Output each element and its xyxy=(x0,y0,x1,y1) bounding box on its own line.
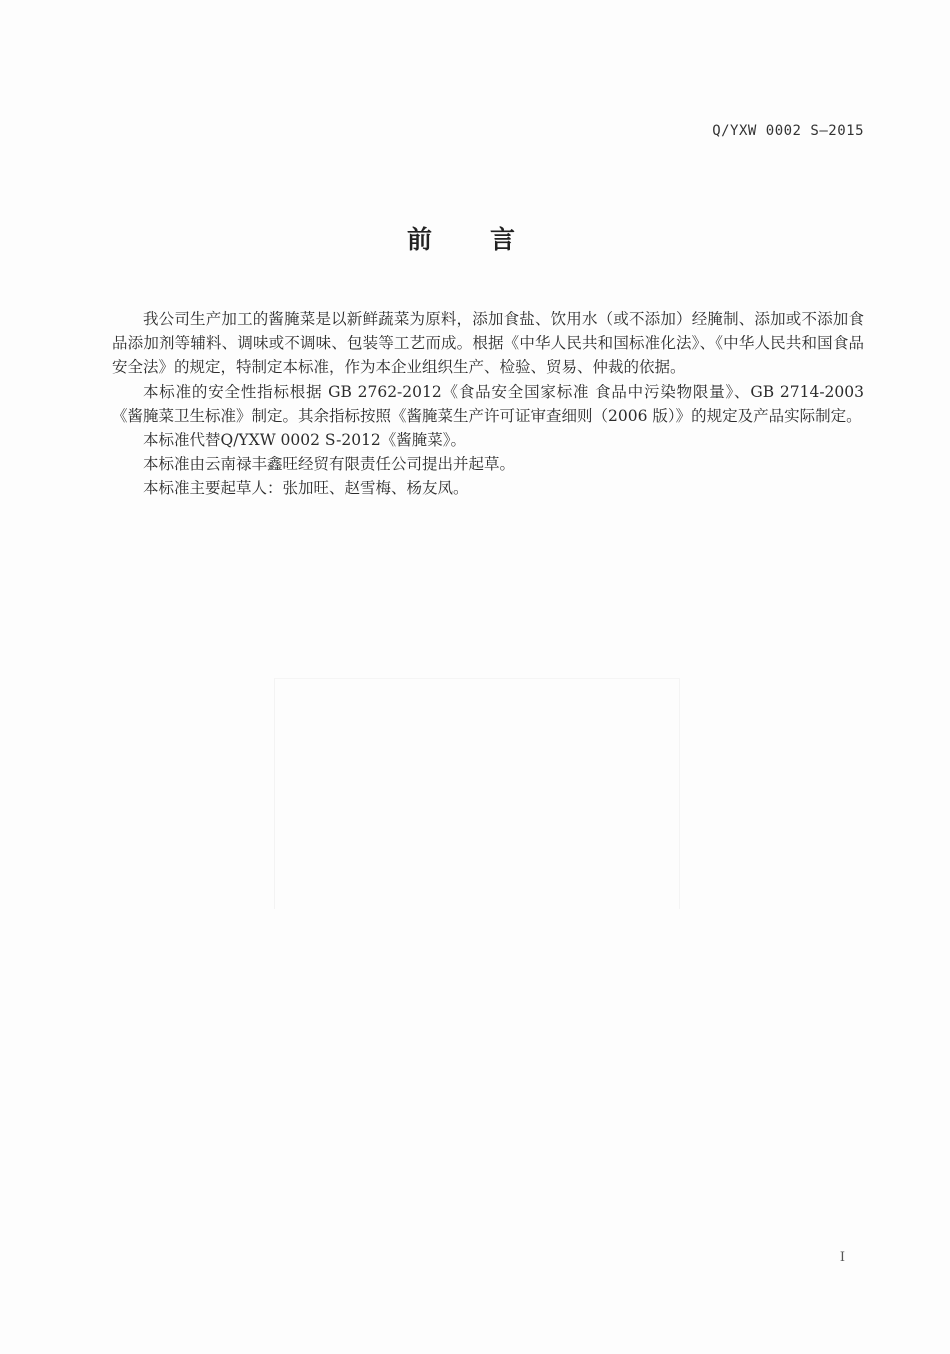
page-title: 前言 xyxy=(406,225,573,254)
foreword-body xyxy=(112,307,864,501)
show-through-artifact xyxy=(274,678,680,909)
paragraph-drafters: 本标准主要起草人：张加旺、赵雪梅、杨友凤。 xyxy=(143,479,469,498)
paragraph-proposer: 本标准由云南禄丰鑫旺经贸有限责任公司提出并起草。 xyxy=(143,455,516,474)
paragraph-intro: 我公司生产加工的酱腌菜是以新鲜蔬菜为原料，添加食盐、饮用水（或不添加）经腌制、添加或不添加食品添加剂等辅料、调味或不调味、包装等工艺而成。根据《中华人民共和国标准化法》、《中华人民共和国食品安全法》的规定，特制定本标准，作为本企业组织生产、检验、贸易、仲裁的依据。 xyxy=(112,310,864,377)
paragraph-replaces: 本标准代替Q/YXW 0002 S-2012《酱腌菜》。 xyxy=(143,431,467,450)
page-number: I xyxy=(839,1250,845,1265)
paragraph-safety-indicators: 本标准的安全性指标根据 GB 2762-2012《食品安全国家标准 食品中污染物限量》、GB 2714-2003《酱腌菜卫生标准》制定。其余指标按照《酱腌菜生产许可证审查细则（2006 版）》的规定及产品实际制定。 xyxy=(112,382,864,425)
document-code: Q/YXW 0002 S—2015 xyxy=(712,123,864,139)
